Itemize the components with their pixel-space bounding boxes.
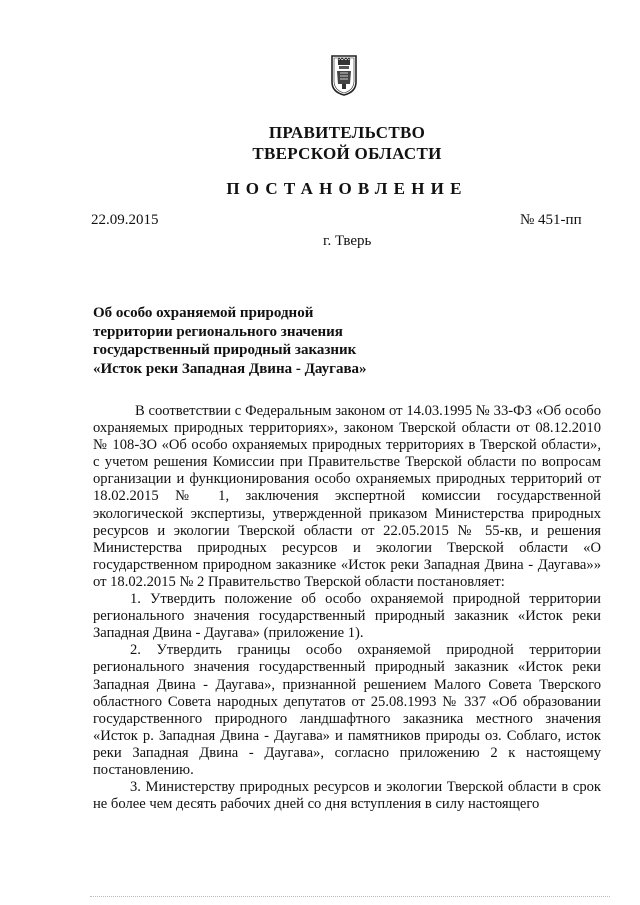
preamble-paragraph: В соответствии с Федеральным законом от 14.03.1995 № 33-ФЗ «Об особо охраняемых природных территориях», законом Тверской области от 08.12.2010 № 108-ЗО «Об особо охраняемых природных территориях в Тверской области», с учетом решения Комиссии при Правительстве Тверской области по вопросам организации и функционирования особо охраняемых природных территорий от 18.02.2015 № 1, заключения экспертной комиссии государственной экологической экспертизы, утвержденной приказом Министерства природных ресурсов и экологии Тверской области от 22.05.2015 № 55-кв, и решения Министерства природных ресурсов и экологии Тверской области «О государственном природном заказнике «Исток реки Западная Двина - Даугава»» от 18.02.2015 № 2 Правительство Тверской области постановляет: — [93, 403, 601, 590]
subject-line: Об особо охраняемой природной — [93, 305, 314, 321]
document-type-title: ПОСТАНОВЛЕНИЕ — [226, 179, 468, 198]
document-number: № 451-пп — [520, 212, 582, 228]
subject-line: территории регионального значения — [93, 323, 343, 340]
subject-line: государственный природный заказник — [93, 342, 357, 358]
document-date: 22.09.2015 — [91, 212, 159, 228]
document-body — [93, 403, 601, 813]
document-city: г. Тверь — [323, 233, 372, 249]
subject-line: «Исток реки Западная Двина - Даугава» — [93, 360, 367, 377]
clause-3: 3. Министерству природных ресурсов и экологии Тверской области в срок не более чем десять рабочих дней со дня вступления в силу настоящего — [93, 779, 601, 813]
government-name-line-1: ПРАВИТЕЛЬСТВО — [268, 123, 426, 142]
clause-2: 2. Утвердить границы особо охраняемой природной территории регионального значения государственный природный заказник «Исток реки Западная Двина - Даугава», признанной решением Малого Совета Тверского областного Совета народных депутатов от 25.08.1993 № 337 «Об образовании государственного природного ландшафтного заказника местного значения «Исток р. Западная Двина - Даугава» и памятников природы оз. Соблаго, исток реки Западная Двина - Даугава», согласно приложению 2 к настоящему постановлению. — [93, 642, 601, 778]
document-subject — [93, 304, 423, 378]
government-name-line-2: ТВЕРСКОЙ ОБЛАСТИ — [252, 144, 442, 163]
clause-1: 1. Утвердить положение об особо охраняемой природной территории регионального значения государственный природный заказник «Исток реки Западная Двина - Даугава» (приложение 1). — [93, 591, 601, 642]
coat-of-arms-emblem-icon — [329, 54, 359, 96]
page-bottom-edge — [90, 896, 610, 898]
